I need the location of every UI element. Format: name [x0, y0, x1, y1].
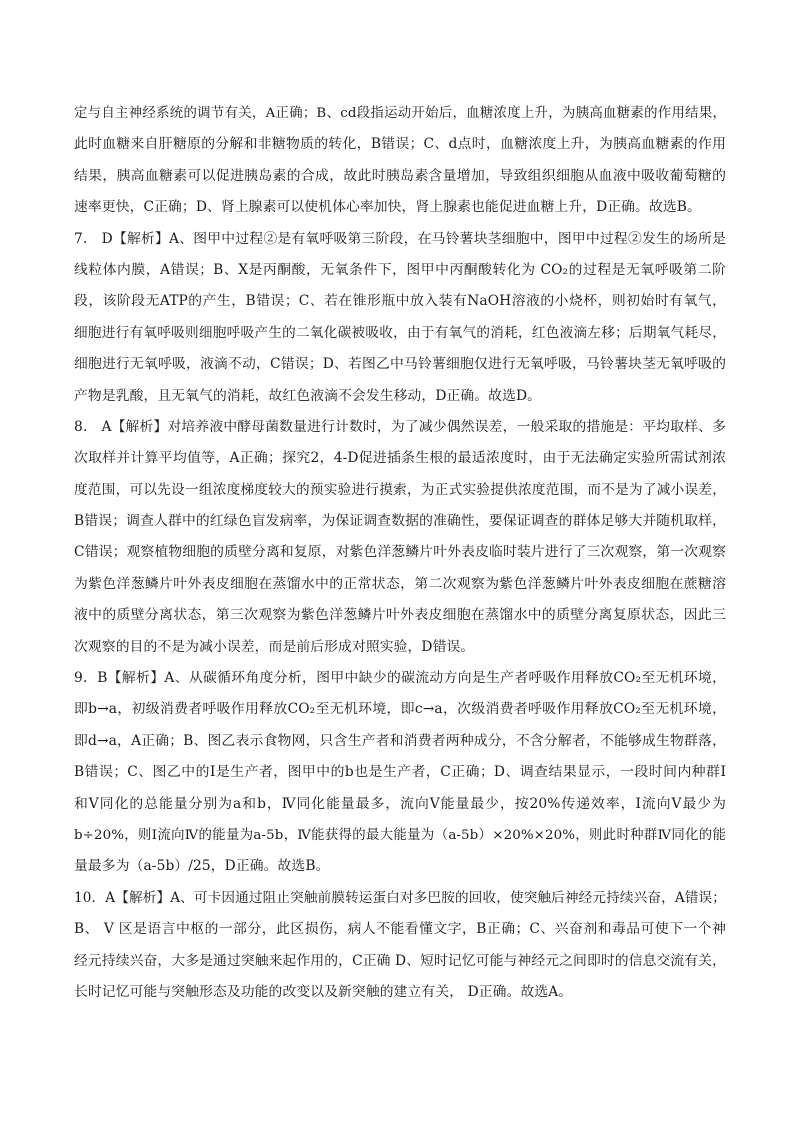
text-line: 为紫色洋葱鳞片叶外表皮细胞在蒸馏水中的正常状态，第二次观察为紫色洋葱鳞片叶外表皮细胞在蔗糖溶 [74, 575, 726, 592]
question-7-start: 7． D【解析】A、图甲中过程②是有氧呼吸第三阶段，在马铃薯块茎细胞中，图甲中过程②发生的场所是 [74, 230, 726, 247]
text-line: 即d→a，A正确；B、图乙表示食物网，只含生产者和消费者两种成分，不含分解者，不能够成生物群落， [74, 732, 726, 749]
text-line: 和Ⅴ同化的总能量分别为a和b，Ⅳ同化能量最多，流向Ⅴ能量最少，按20%传递效率，Ⅰ流向Ⅴ最少为 [74, 795, 726, 812]
question-8-start: 8． A【解析】对培养液中酵母菌数量进行计数时，为了减少偶然误差，一般采取的措施是：平均取样、多 [74, 418, 726, 435]
text-line: 结果，胰高血糖素可以促进胰岛素的合成，故此时胰岛素含量增加，导致组织细胞从血液中吸收葡萄糖的 [74, 167, 726, 184]
text-line: B错误；调查人群中的红绿色盲发病率，为保证调查数据的准确性，要保证调查的群体足够大并随机取样， [74, 513, 726, 530]
text-line: C错误；观察植物细胞的质壁分离和复原，对紫色洋葱鳞片叶外表皮临时装片进行了三次观察，第一次观察 [74, 544, 726, 561]
text-line: B、 V 区是语言中枢的一部分，此区损伤，病人不能看懂文字，B正确；C、兴奋剂和毒品可使下一个神 [74, 921, 726, 938]
text-line: 经元持续兴奋，大多是通过突触来起作用的，C正确 D、短时记忆可能与神经元之间即时的信息交流有关， [74, 952, 726, 969]
text-line: 定与自主神经系统的调节有关，A正确；B、cd段指运动开始后，血糖浓度上升，为胰高血糖素的作用结果， [74, 106, 726, 121]
text-line: 速率更快，C正确；D、肾上腺素可以使机体心率加快，肾上腺素也能促进血糖上升，D正确。故选B。 [74, 199, 701, 216]
text-line: 次取样并计算平均值等，A正确；探究2，4-D促进插条生根的最适浓度时，由于无法确定实验所需试剂浓 [74, 450, 726, 467]
question-10-start: 10．A【解析】A、可卡因通过阻止突触前膜转运蛋白对多巴胺的回收，使突触后神经元持续兴奋，A错误； [74, 889, 726, 906]
text-line: 液中的质壁分离状态，第三次观察为紫色洋葱鳞片叶外表皮细胞在蒸馏水中的质壁分离复原状态，因此三 [74, 607, 726, 624]
text-line: 线粒体内膜，A错误；B、X是丙酮酸，无氧条件下，图甲中丙酮酸转化为 CO₂的过程是无氧呼吸第二阶 [74, 261, 726, 278]
text-line: 量最多为（a-5b）/25，D正确。故选B。 [74, 858, 330, 875]
question-9-start: 9．B【解析】A、从碳循环角度分析，图甲中缺少的碳流动方向是生产者呼吸作用释放CO₂至无机环境， [74, 670, 726, 687]
text-line: 次观察的目的不是为减小误差，而是前后形成对照实验，D错误。 [74, 638, 475, 655]
text-line: 此时血糖来自肝糖原的分解和非糖物质的转化，B错误；C、d点时，血糖浓度上升，为胰高血糖素的作用 [74, 136, 726, 153]
answer-explanations [74, 98, 726, 1008]
text-line: 即b→a，初级消费者呼吸作用释放CO₂至无机环境，即c→a，次级消费者呼吸作用释放CO₂至无机环境， [74, 701, 726, 718]
text-line: 段，该阶段无ATP的产生，B错误；C、若在锥形瓶中放入装有NaOH溶液的小烧杯，则初始时有氧气， [74, 293, 726, 310]
text-line: 细胞进行无氧呼吸，液滴不动，C错误；D、若图乙中马铃薯细胞仅进行无氧呼吸，马铃薯块茎无氧呼吸的 [74, 356, 726, 373]
text-line: 度范围，可以先设一组浓度梯度较大的预实验进行摸索，为正式实验提供浓度范围，而不是为了减小误差， [74, 481, 726, 498]
text-line: B错误；C、图乙中的Ⅰ是生产者，图甲中的b也是生产者，C正确；D、调查结果显示，一段时间内种群Ⅰ [74, 764, 726, 781]
text-line: 细胞进行有氧呼吸则细胞呼吸产生的二氧化碳被吸收，由于有氧气的消耗，红色液滴左移；后期氧气耗尽， [74, 324, 726, 341]
text-line: b÷20%，则Ⅰ流向Ⅳ的能量为a-5b，Ⅳ能获得的最大能量为（a-5b）×20%×20%，则此时种群Ⅳ同化的能 [74, 827, 726, 843]
text-line: 长时记忆可能与突触形态及功能的改变以及新突触的建立有关， D正确。故选A。 [74, 983, 573, 1000]
text-line: 产物是乳酸，且无氧气的消耗，故红色液滴不会发生移动，D正确。故选D。 [74, 387, 542, 404]
